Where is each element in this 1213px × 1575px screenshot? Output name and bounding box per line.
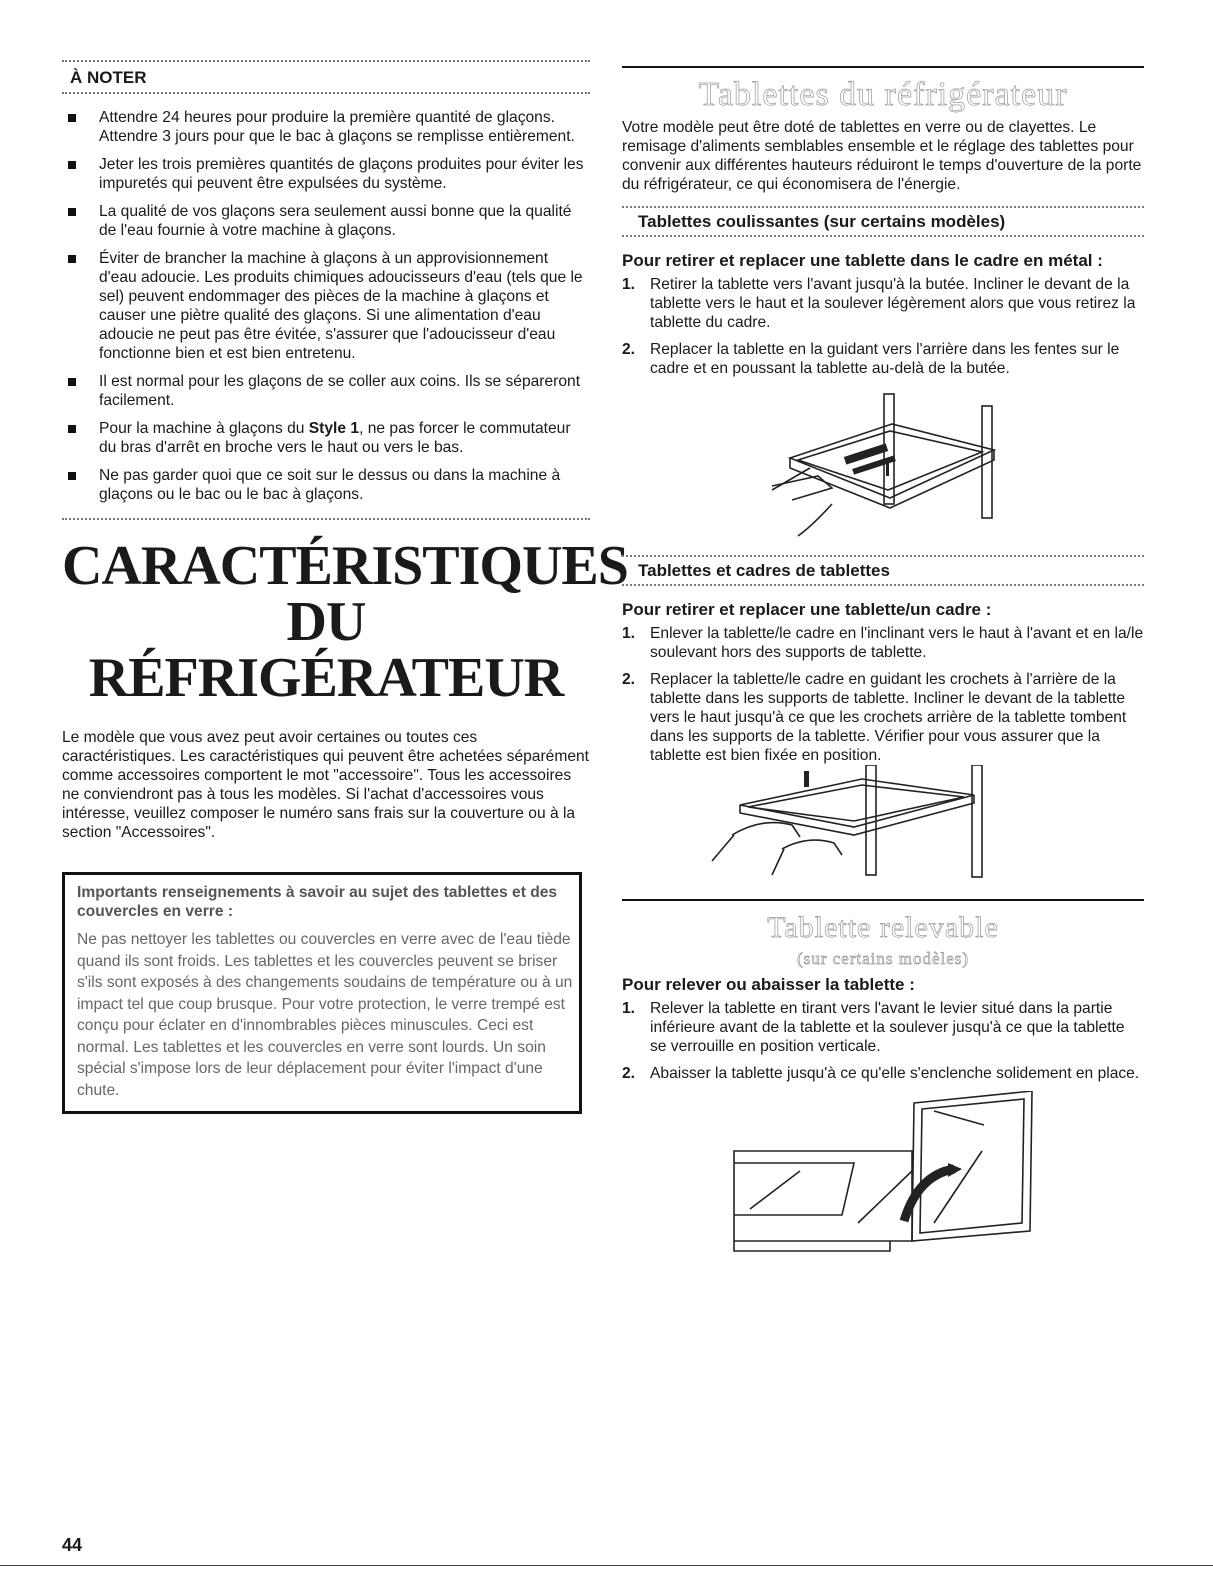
sliding-subheading: Pour retirer et replacer une tablette dans le cadre en métal : xyxy=(622,251,1103,270)
step-number: 2. xyxy=(622,341,636,358)
flipup-shelf-illustration xyxy=(622,1091,1144,1261)
sliding-heading: Tablettes coulissantes (sur certains modèles) xyxy=(638,212,1006,231)
warning-text: Ne pas nettoyer les tablettes ou couvercles en verre avec de l'eau tiède quand ils sont froids. Les tablettes et les couvercles peuvent se briser s'ils sont exposés à des changements soudains de température ou à un impact tel que coup brusque. Pour votre protection, le verre trempé est conçu pour éclater en d'innombrables pièces minuscules. Ceci est normal. Les tablettes et les couvercles en verre sont lourds. Un soin spécial s'impose lors de leur déplacement pour éviter l'impact d'une chute. xyxy=(77,931,573,1099)
warning-heading: Importants renseignements à savoir au sujet des tablettes et des couvercles en verre : xyxy=(77,884,558,920)
list-item xyxy=(62,419,590,457)
section-title: Tablette relevable xyxy=(767,911,999,944)
step-text: Replacer la tablette/le cadre en guidant les crochets à l'arrière de la tablette dans les supports de tablette. Incliner le devant de la tablette vers le haut jusqu'à ce que les crochets arrière de la tablette tombent dans les supports de la tablette. Vérifier pour vous assurer que la tablette est bien fixée en position. xyxy=(650,671,1127,764)
list-item xyxy=(622,275,1144,332)
list-item: Ne pas garder quoi que ce soit sur le dessus ou dans la machine à glaçons ou le bac ou le bac à glaçons. xyxy=(62,466,590,504)
sliding-shelf-illustration xyxy=(622,386,1144,551)
right-column xyxy=(622,60,1144,1261)
frames-heading: Tablettes et cadres de tablettes xyxy=(638,561,890,580)
shelves-intro: Votre modèle peut être doté de tablettes en verre ou de clayettes. Le remisage d'aliments semblables ensemble et le réglage des tablettes pour convenir aux différentes hauteurs réduiront le temps d'ouverture de la porte du réfrigérateur, ce qui économisera de l'énergie. xyxy=(622,119,1142,193)
list-item: La qualité de vos glaçons sera seulement aussi bonne que la qualité de l'eau fournie à votre machine à glaçons. xyxy=(62,202,590,240)
features-intro: Le modèle que vous avez peut avoir certaines ou toutes ces caractéristiques. Les caractéristiques qui peuvent être achetées séparément comme accessoires comportent le mot "accessoire". Tous les accessoires ne conviendront pas à tous les modèles. Si l'achat d'accessoires vous intéresse, veuillez composer le numéro sans frais sur la couverture ou à la section "Accessoires". xyxy=(62,729,590,841)
title-line: CARACTÉRISTIQUES DU xyxy=(62,535,628,653)
list-item: Jeter les trois premières quantités de glaçons produites pour éviter les impuretés qui peuvent être expulsées du système. xyxy=(62,155,590,193)
list-item-text: , ne pas forcer le commutateur du bras d'arrêt en broche vers le haut ou vers le bas. xyxy=(99,420,571,456)
divider xyxy=(622,235,1144,237)
frames-subheading: Pour retirer et replacer une tablette/un cadre : xyxy=(622,600,992,619)
step-text: Enlever la tablette/le cadre en l'inclinant vers le haut à l'avant et en la/le soulevant hors des supports de tablette. xyxy=(650,625,1144,661)
list-item: Attendre 24 heures pour produire la première quantité de glaçons. Attendre 3 jours pour que le bac à glaçons se remplisse entièrement. xyxy=(62,108,590,146)
flipup-subheading: Pour relever ou abaisser la tablette : xyxy=(622,975,915,994)
section-title: Tablettes du réfrigérateur xyxy=(698,76,1068,113)
list-item-text: Pour la machine à glaçons du xyxy=(99,420,309,437)
divider xyxy=(622,584,1144,586)
step-text: Replacer la tablette en la guidant vers l'arrière dans les fentes sur le cadre et en poussant la tablette au-delà de la butée. xyxy=(650,341,1120,377)
flipup-steps xyxy=(622,999,1144,1083)
sliding-steps xyxy=(622,275,1144,378)
divider xyxy=(622,66,1144,68)
list-item: Éviter de brancher la machine à glaçons à un approvisionnement d'eau adoucie. Les produits chimiques adoucisseurs d'eau (tels que le sel) peuvent endommager des pièces de la machine à glaçons et causer une piètre qualité des glaçons. Si une alimentation d'eau adoucie ne peut pas être évitée, s'assurer que l'adoucisseur d'eau fonctionne bien et est bien entretenu. xyxy=(62,249,590,363)
divider xyxy=(622,899,1144,901)
shelf-frame-illustration xyxy=(622,765,1144,885)
section-subtitle: (sur certains modèles) xyxy=(796,949,970,968)
step-number: 1. xyxy=(622,1000,636,1017)
list-item xyxy=(622,1064,1144,1083)
list-item xyxy=(622,340,1144,378)
page-title xyxy=(62,535,628,709)
list-item xyxy=(622,670,1144,765)
list-item: Il est normal pour les glaçons de se coller aux coins. Ils se sépareront facilement. xyxy=(62,372,590,410)
style-label: Style 1 xyxy=(308,420,360,437)
step-number: 1. xyxy=(622,276,636,293)
left-column xyxy=(62,60,628,1114)
page-number: 44 xyxy=(62,1535,83,1555)
note-list xyxy=(62,108,590,504)
step-text: Abaisser la tablette jusqu'à ce qu'elle s'enclenche solidement en place. xyxy=(650,1065,1140,1082)
list-item xyxy=(622,624,1144,662)
divider xyxy=(62,92,590,94)
note-heading: À NOTER xyxy=(70,68,147,87)
frames-steps xyxy=(622,624,1144,765)
list-item xyxy=(622,999,1144,1056)
step-number: 2. xyxy=(622,1065,636,1082)
glass-warning-box xyxy=(62,872,582,1114)
step-number: 1. xyxy=(622,625,636,642)
title-line: RÉFRIGÉRATEUR xyxy=(88,647,564,709)
divider xyxy=(62,518,590,520)
step-number: 2. xyxy=(622,671,636,688)
divider xyxy=(0,1565,1213,1566)
step-text: Retirer la tablette vers l'avant jusqu'à la butée. Incliner le devant de la tablette vers le haut et la soulever légèrement alors que vous retirez la tablette du cadre. xyxy=(650,276,1136,331)
step-text: Relever la tablette en tirant vers l'avant le levier situé dans la partie inférieure avant de la tablette et la soulever jusqu'à ce que la tablette se verrouille en position verticale. xyxy=(650,1000,1125,1055)
